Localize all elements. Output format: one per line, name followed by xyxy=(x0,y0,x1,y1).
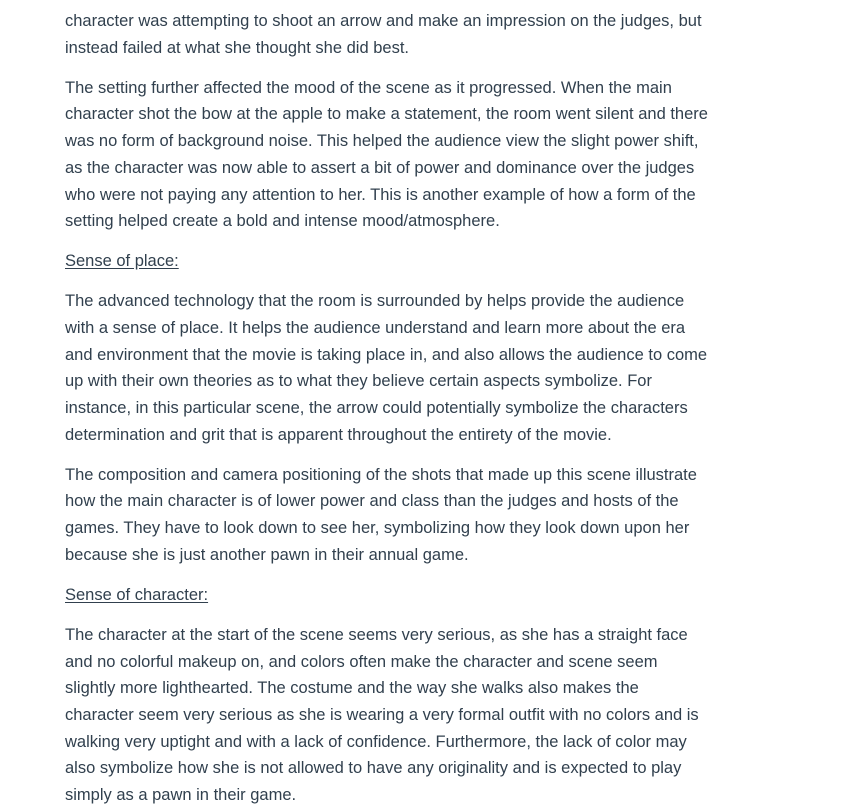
text-line: and no colorful makeup on, and colors often make the character and scene seem xyxy=(65,652,658,671)
text-line: with a sense of place. It helps the audience understand and learn more about the era xyxy=(65,318,686,337)
heading-text: Sense of place: xyxy=(65,252,179,271)
text-line: The setting further affected the mood of the scene as it progressed. When the main xyxy=(65,78,672,97)
text-line: slightly more lighthearted. The costume and the way she walks also makes the xyxy=(65,679,639,698)
text-line: and environment that the movie is taking place in, and also allows the audience to come xyxy=(65,345,708,364)
text-line: instance, in this particular scene, the arrow could potentially symbolize the characters xyxy=(65,399,688,418)
heading-sense-of-character xyxy=(65,582,830,609)
text-line: The advanced technology that the room is surrounded by helps provide the audience xyxy=(65,292,685,311)
paragraph xyxy=(65,75,830,235)
text-line: determination and grit that is apparent throughout the entirety of the movie. xyxy=(65,425,612,444)
text-line: instead failed at what she thought she did best. xyxy=(65,38,409,57)
paragraph xyxy=(65,622,830,805)
paragraph xyxy=(65,8,830,61)
text-line: who were not paying any attention to her. This is another example of how a form of the xyxy=(65,185,696,204)
paragraph xyxy=(65,288,830,448)
text-line: setting helped create a bold and intense mood/atmosphere. xyxy=(65,212,500,231)
heading-sense-of-place xyxy=(65,248,830,275)
text-line: character was attempting to shoot an arrow and make an impression on the judges, but xyxy=(65,12,702,30)
text-line: games. They have to look down to see her, symbolizing how they look down upon her xyxy=(65,519,690,538)
text-line: up with their own theories as to what they believe certain aspects symbolize. For xyxy=(65,372,652,391)
text-line: character seem very serious as she is wearing a very formal outfit with no colors and is xyxy=(65,705,699,724)
text-line: how the main character is of lower power and class than the judges and hosts of the xyxy=(65,492,679,511)
text-line: was no form of background noise. This helped the audience view the slight power shift, xyxy=(65,132,699,151)
text-line: simply as a pawn in their game. xyxy=(65,786,297,805)
text-line: The composition and camera positioning of the shots that made up this scene illustrate xyxy=(65,465,697,484)
text-line: character shot the bow at the apple to make a statement, the room went silent and there xyxy=(65,105,708,124)
text-line: The character at the start of the scene seems very serious, as she has a straight face xyxy=(65,625,688,644)
text-line: as the character was now able to assert a bit of power and dominance over the judges xyxy=(65,158,695,177)
text-line: because she is just another pawn in their annual game. xyxy=(65,545,469,564)
paragraph xyxy=(65,462,830,569)
text-line: also symbolize how she is not allowed to have any originality and is expected to play xyxy=(65,759,682,778)
heading-text: Sense of character: xyxy=(65,585,209,604)
text-line: walking very uptight and with a lack of confidence. Furthermore, the lack of color may xyxy=(65,732,687,751)
